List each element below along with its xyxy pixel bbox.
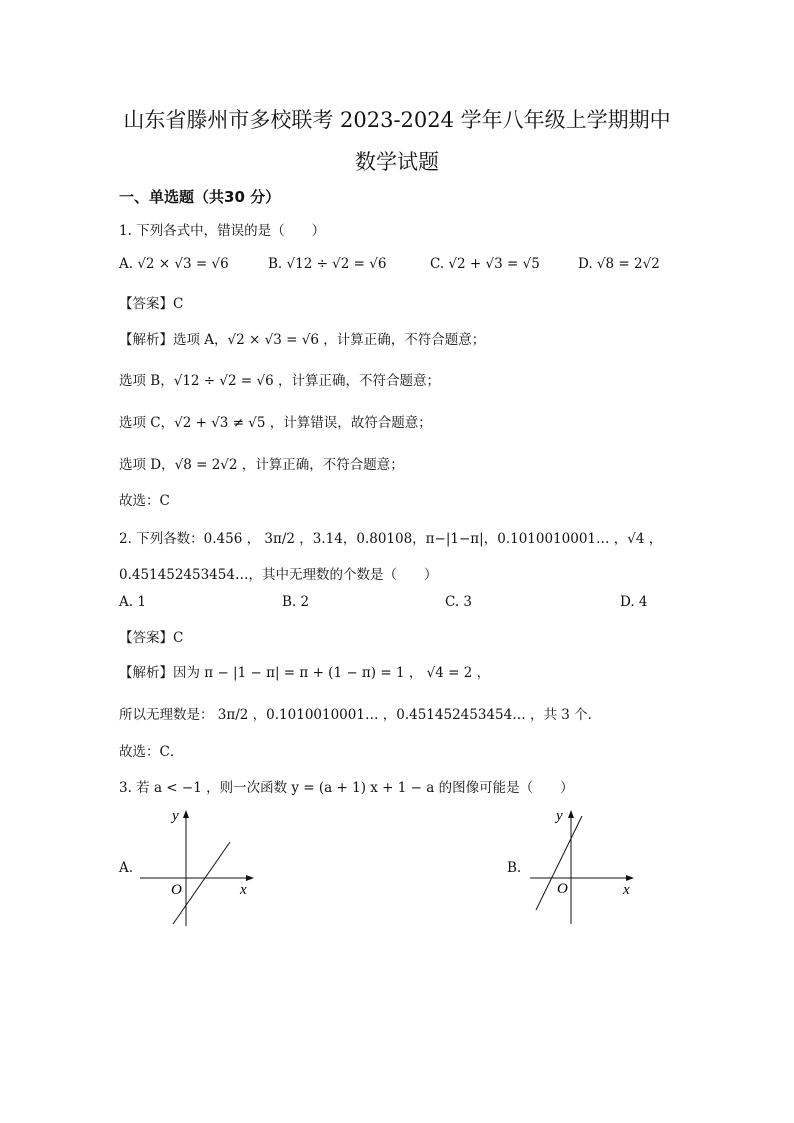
page-subtitle: 数学试题 (355, 150, 439, 174)
q1-stem: 1. 下列各式中，错误的是（ ） (119, 223, 326, 239)
q2-option-c: C. 3 (445, 594, 473, 610)
q2-stem-cont: 0.451452453454…，其中无理数的个数是（ ） (119, 567, 438, 583)
q3-stem: 3. 若 a < −1 ，则一次函数 y = (a + 1) x + 1 − a 的图像可能是（ ） (119, 780, 574, 796)
section-heading: 一、单选题（共30 分） (119, 188, 281, 206)
page-title: 山东省滕州市多校联考 2023-2024 学年八年级上学期期中 (123, 108, 671, 132)
q3-option-a: A. (119, 860, 134, 876)
q1-analysis-line: 【解析】选项 A，√2 × √3 = √6 ，计算正确，不符合题意； (119, 332, 486, 348)
q2-analysis-line: 所以无理数是： 3π/2 ，0.1010010001… ，0.451452453454… ，共 3 个． (119, 707, 602, 723)
q1-analysis-line: 选项 C，√2 + √3 ≠ √5 ，计算错误，故符合题意； (119, 415, 432, 431)
q2-option-b: B. 2 (282, 594, 310, 610)
q1-option-a: A. √2 × √3 = √6 (119, 256, 229, 272)
q2-option-d: D. 4 (620, 594, 648, 610)
q1-analysis-line: 故选：C (119, 493, 170, 509)
q3-option-b: B. (507, 860, 522, 876)
q2-analysis-line: 故选：C． (119, 744, 184, 760)
graph-b-origin-label: O (557, 881, 568, 897)
q1-option-c: C. √2 + √3 = √5 (430, 256, 540, 272)
q2-answer: 【答案】C (119, 630, 184, 646)
q3-graph-a (138, 804, 258, 928)
graph-b-x-label: x (623, 882, 630, 898)
q2-analysis-line: 【解析】因为 π − |1 − π| = π + (1 − π) = 1 ， √4 = 2 ， (119, 665, 491, 681)
q1-option-b: B. √12 ÷ √2 = √6 (268, 256, 387, 272)
graph-a-y-label: y (172, 808, 179, 824)
q2-stem: 2. 下列各数：0.4̇5̇6 ， 3π/2 ，3.14，0.80108，π−|1−π|，0.1010010001… ，√4 ， (119, 531, 663, 547)
graph-b-y-label: y (556, 808, 563, 824)
graph-a-origin-label: O (171, 882, 182, 898)
graph-a-x-label: x (240, 882, 247, 898)
q1-answer: 【答案】C (119, 296, 184, 312)
q1-option-d: D. √8 = 2√2 (578, 256, 660, 272)
q1-analysis-line: 选项 D，√8 = 2√2 ，计算正确，不符合题意； (119, 457, 404, 473)
q1-analysis-line: 选项 B，√12 ÷ √2 = √6 ，计算正确，不符合题意； (119, 373, 440, 389)
q3-graph-b (526, 804, 646, 928)
q2-option-a: A. 1 (119, 594, 146, 610)
